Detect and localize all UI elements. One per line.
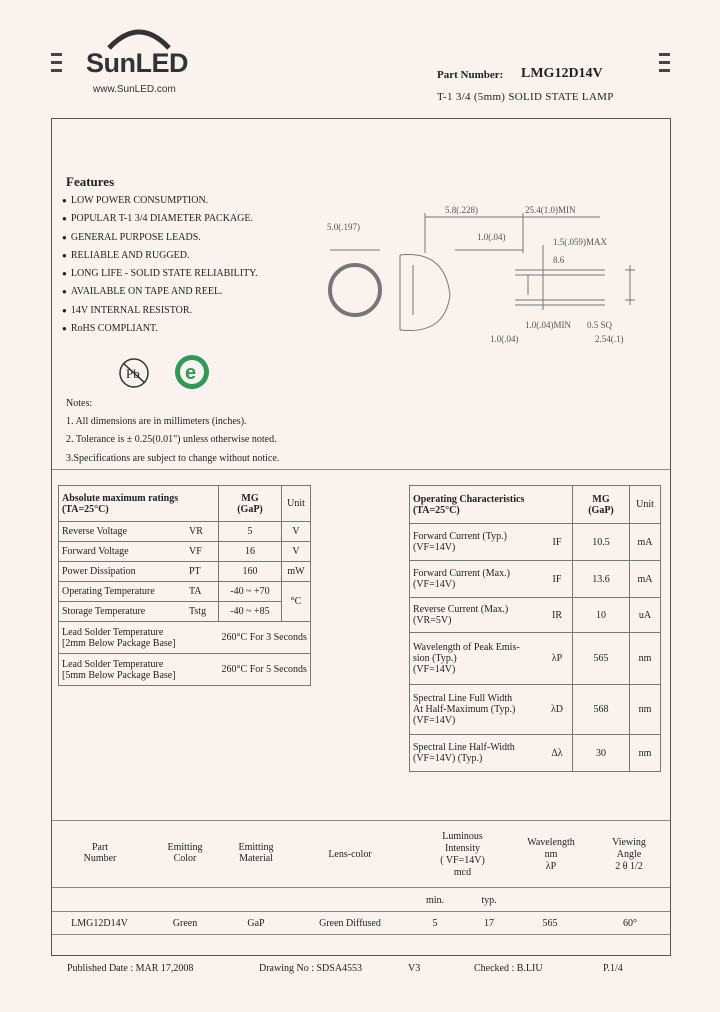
row-color: Green xyxy=(172,918,198,929)
dim-label: 1.5(.059)MAX xyxy=(553,237,607,247)
solder-label: Lead Solder Temperature [5mm Below Package Base] xyxy=(59,654,219,686)
char-unit: nm xyxy=(630,633,661,685)
solder-label: Lead Solder Temperature [2mm Below Package Base] xyxy=(59,622,219,654)
row-wavelength: 565 xyxy=(542,918,558,929)
dim-label: 2.54(.1) xyxy=(595,334,624,344)
logo-arc-icon xyxy=(106,24,172,50)
char-value: 10.5 xyxy=(573,524,630,561)
char-symbol: IF xyxy=(542,561,573,598)
rating-name: Storage Temperature xyxy=(59,602,187,622)
divider xyxy=(52,469,670,470)
note-item: 3.Specifications are subject to change without notice. xyxy=(66,452,280,464)
char-value: 10 xyxy=(573,598,630,633)
dim-label: 1.0(.04)MIN xyxy=(525,320,571,330)
col-color: Emitting Color xyxy=(167,842,203,864)
col-part: Part Number xyxy=(83,842,117,864)
divider xyxy=(52,911,670,912)
list-item: ● AVAILABLE ON TAPE AND REEL. xyxy=(62,286,258,304)
notes xyxy=(66,395,279,468)
part-number-label: Part Number: xyxy=(437,69,504,81)
col-min: min. xyxy=(425,895,445,906)
part-number: LMG12D14V xyxy=(521,66,603,81)
col-typ: typ. xyxy=(481,895,497,906)
rating-symbol: TA xyxy=(186,582,219,602)
version: V3 xyxy=(408,963,421,974)
rating-symbol: VF xyxy=(186,542,219,562)
package-drawing xyxy=(325,195,670,355)
notes-title: Notes: xyxy=(66,398,93,409)
row-min: 5 xyxy=(432,918,438,929)
char-unit: nm xyxy=(630,735,661,772)
abs-table-title: Absolute maximum ratings (TA=25°C) xyxy=(59,486,219,522)
left-bars-icon xyxy=(51,53,62,77)
published-date: Published Date : MAR 17,2008 xyxy=(67,963,194,974)
features-title: Features xyxy=(66,174,115,189)
char-name: Forward Current (Typ.) (VF=14V) xyxy=(410,524,543,561)
dim-label: 1.0(.04) xyxy=(490,334,519,344)
rating-value: -40 ~ +70 xyxy=(219,582,282,602)
row-lens: Green Diffused xyxy=(319,918,381,929)
char-name: Reverse Current (Max.) (VR=5V) xyxy=(410,598,543,633)
solder-value: 260°C For 5 Seconds xyxy=(219,654,311,686)
divider xyxy=(52,820,670,821)
divider xyxy=(52,934,670,935)
col-wavelength: Wavelength nm λP xyxy=(527,837,575,872)
rating-name: Power Dissipation xyxy=(59,562,187,582)
note-item: 1. All dimensions are in millimeters (inches). xyxy=(66,416,247,428)
row-part: LMG12D14V xyxy=(71,918,128,929)
row-viewing: 60° xyxy=(623,918,637,929)
right-bars-icon xyxy=(659,53,670,77)
col-unit: Unit xyxy=(282,486,311,522)
abs-max-table xyxy=(58,485,311,686)
rating-value: 16 xyxy=(219,542,282,562)
brand-logo: SunLED xyxy=(86,48,188,78)
op-table-title: Operating Characteristics (TA=25°C) xyxy=(410,486,573,524)
divider xyxy=(52,887,670,888)
char-unit: uA xyxy=(630,598,661,633)
checked-by: Checked : B.LIU xyxy=(474,963,543,974)
pb-free-icon xyxy=(117,356,153,390)
col-lens: Lens-color xyxy=(328,849,372,860)
features-list xyxy=(62,195,258,341)
rating-value: -40 ~ +85 xyxy=(219,602,282,622)
char-unit: mA xyxy=(630,561,661,598)
char-symbol: IR xyxy=(542,598,573,633)
note-item: 2. Tolerance is ± 0.25(0.01") unless otherwise noted. xyxy=(66,434,277,446)
drawing-number: Drawing No : SDSA4553 xyxy=(259,963,363,974)
dim-label: 5.8(.228) xyxy=(445,205,478,215)
page-number: P.1/4 xyxy=(603,963,623,974)
char-name: Spectral Line Half-Width (VF=14V) (Typ.) xyxy=(410,735,543,772)
rating-name: Reverse Voltage xyxy=(59,522,187,542)
dim-label: 1.0(.04) xyxy=(477,232,506,242)
char-value: 30 xyxy=(573,735,630,772)
dim-label: 8.6 xyxy=(553,255,565,265)
rating-symbol: Tstg xyxy=(186,602,219,622)
char-value: 565 xyxy=(573,633,630,685)
col-material: Emitting Material xyxy=(238,842,274,864)
solder-value: 260°C For 3 Seconds xyxy=(219,622,311,654)
char-symbol: IF xyxy=(542,524,573,561)
rating-unit: V xyxy=(282,542,311,562)
char-unit: nm xyxy=(630,685,661,735)
char-name: Forward Current (Max.) (VF=14V) xyxy=(410,561,543,598)
rating-name: Operating Temperature xyxy=(59,582,187,602)
list-item: ● POPULAR T-1 3/4 DIAMETER PACKAGE. xyxy=(62,213,258,231)
e-text: e xyxy=(185,362,197,384)
list-item: ● 14V INTERNAL RESISTOR. xyxy=(62,305,258,323)
rating-symbol: PT xyxy=(186,562,219,582)
char-symbol: λP xyxy=(542,633,573,685)
rating-value: 160 xyxy=(219,562,282,582)
char-value: 568 xyxy=(573,685,630,735)
rating-unit: mW xyxy=(282,562,311,582)
rohs-e-icon xyxy=(173,353,211,391)
col-unit: Unit xyxy=(630,486,661,524)
char-symbol: λD xyxy=(542,685,573,735)
list-item: ● RELIABLE AND RUGGED. xyxy=(62,250,258,268)
op-char-table xyxy=(409,485,661,772)
website-url[interactable]: www.SunLED.com xyxy=(93,84,176,95)
list-item: ● LOW POWER CONSUMPTION. xyxy=(62,195,258,213)
char-unit: mA xyxy=(630,524,661,561)
col-mg: MG (GaP) xyxy=(219,486,282,522)
col-luminous: Luminous Intensity ( VF=14V) mcd xyxy=(440,831,485,878)
col-mg: MG (GaP) xyxy=(573,486,630,524)
row-typ: 17 xyxy=(484,918,494,929)
list-item: ● RoHS COMPLIANT. xyxy=(62,323,258,341)
pb-text: Pb xyxy=(126,366,140,381)
dim-label: 0.5 SQ xyxy=(587,320,613,330)
rating-value: 5 xyxy=(219,522,282,542)
dim-label: 25.4(1.0)MIN xyxy=(525,205,576,215)
list-item: ● LONG LIFE - SOLID STATE RELIABILITY. xyxy=(62,268,258,286)
list-item: ● GENERAL PURPOSE LEADS. xyxy=(62,232,258,250)
col-viewing: Viewing Angle 2 θ 1/2 xyxy=(612,837,646,872)
char-name: Wavelength of Peak Emis- sion (Typ.) (VF=14V) xyxy=(410,633,543,685)
row-material: GaP xyxy=(247,918,265,929)
rating-unit: V xyxy=(282,522,311,542)
char-value: 13.6 xyxy=(573,561,630,598)
char-name: Spectral Line Full Width At Half-Maximum (Typ.) (VF=14V) xyxy=(410,685,543,735)
rating-unit: °C xyxy=(282,582,311,622)
rating-symbol: VR xyxy=(186,522,219,542)
dim-label: 5.0(.197) xyxy=(327,222,360,232)
rating-name: Forward Voltage xyxy=(59,542,187,562)
subtitle: T-1 3/4 (5mm) SOLID STATE LAMP xyxy=(437,91,614,103)
char-symbol: Δλ xyxy=(542,735,573,772)
